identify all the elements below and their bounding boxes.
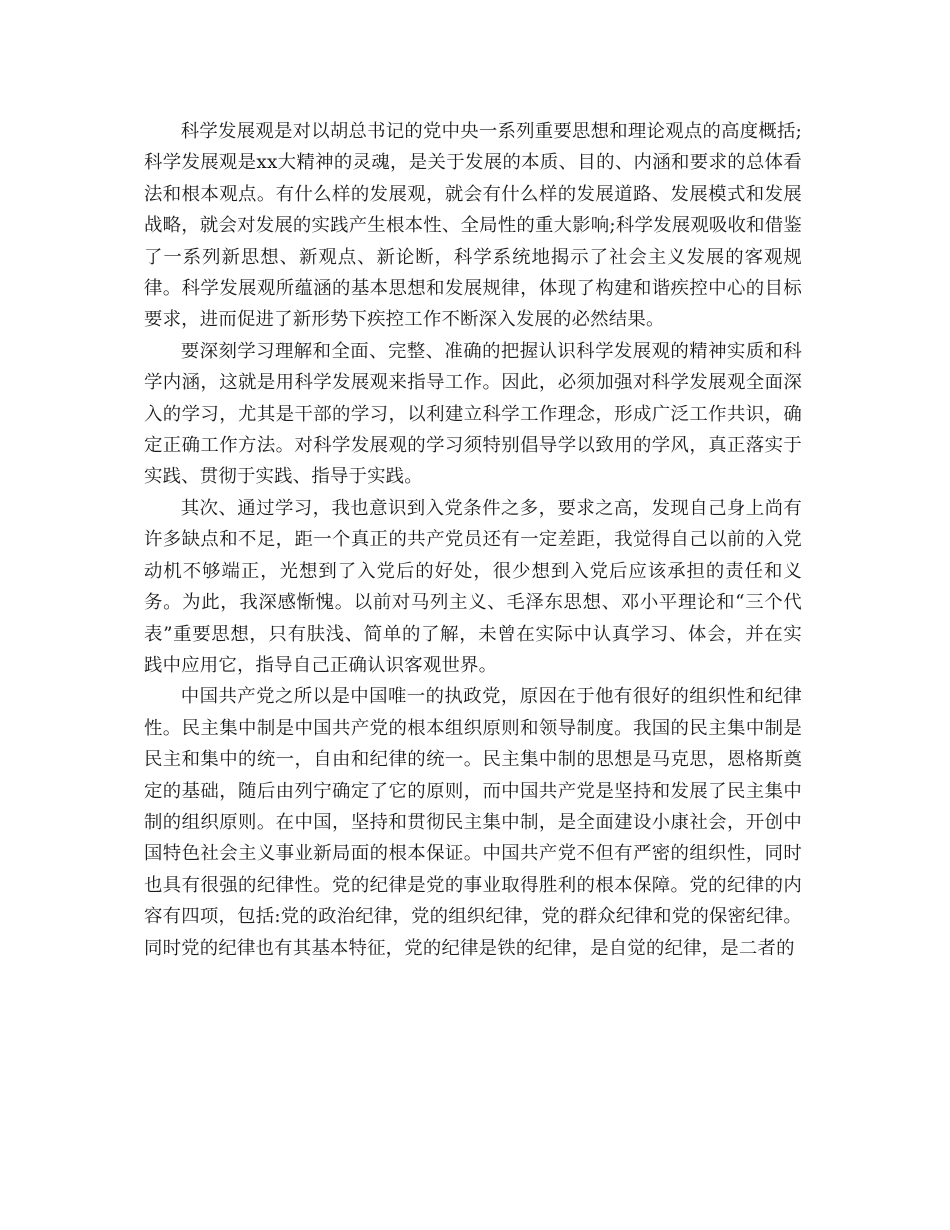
document-body	[144, 116, 802, 964]
paragraph-study-guidance: 要深刻学习理解和全面、完整、准确的把握认识科学发展观的精神实质和科学内涵，这就是用科学发展观来指导工作。因此，必须加强对科学发展观全面深入的学习，尤其是干部的学习，以利建立科学工作理念，形成广泛工作共识，确定正确工作方法。对科学发展观的学习须特别倡导学以致用的学风，真正落实于实践、贯彻于实践、指导于实践。	[144, 340, 802, 488]
paragraph-scientific-outlook: 科学发展观是对以胡总书记的党中央一系列重要思想和理论观点的高度概括;科学发展观是xx大精神的灵魂，是关于发展的本质、目的、内涵和要求的总体看法和根本观点。有什么样的发展观，就会有什么样的发展道路、发展模式和发展战略，就会对发展的实践产生根本性、全局性的重大影响;科学发展观吸收和借鉴了一系列新思想、新观点、新论断，科学系统地揭示了社会主义发展的客观规律。科学发展观所蕴涵的基本思想和发展规律，体现了构建和谐疾控中心的目标要求，进而促进了新形势下疾控工作不断深入发展的必然结果。	[144, 121, 802, 331]
paragraph-party-discipline: 中国共产党之所以是中国唯一的执政党，原因在于他有很好的组织性和纪律性。民主集中制是中国共产党的根本组织原则和领导制度。我国的民主集中制是民主和集中的统一，自由和纪律的统一。民主集中制的思想是马克思，恩格斯奠定的基础，随后由列宁确定了它的原则，而中国共产党是坚持和发展了民主集中制的组织原则。在中国，坚持和贯彻民主集中制，是全面建设小康社会，开创中国特色社会主义事业新局面的根本保证。中国共产党不但有严密的组织性，同时也具有很强的纪律性。党的纪律是党的事业取得胜利的根本保障。党的纪律的内容有四项，包括:党的政治纪律，党的组织纪律，党的群众纪律和党的保密纪律。同时党的纪律也有其基本特征，党的纪律是铁的纪律，是自觉的纪律，是二者的	[144, 686, 802, 959]
paragraph-self-reflection: 其次、通过学习，我也意识到入党条件之多，要求之高，发现自己身上尚有许多缺点和不足，距一个真正的共产党员还有一定差距，我觉得自己以前的入党动机不够端正，光想到了入党后的好处，很少想到入党后应该承担的责任和义务。为此，我深感惭愧。以前对马列主义、毛泽东思想、邓小平理论和“三个代表”重要思想，只有肤浅、简单的了解，未曾在实际中认真学习、体会，并在实践中应用它，指导自己正确认识客观世界。	[144, 497, 802, 676]
